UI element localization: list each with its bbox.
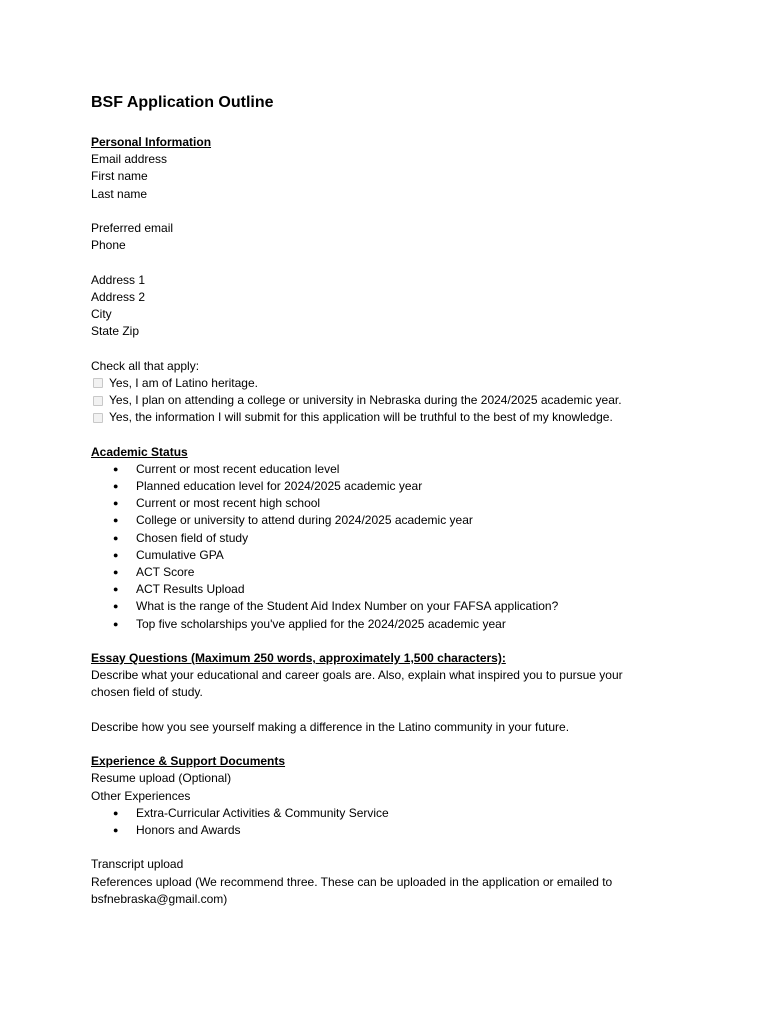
field-address-2: Address 2: [91, 289, 146, 304]
list-item: ● Honors and Awards: [91, 822, 691, 839]
field-state-zip: State Zip: [91, 324, 140, 339]
essay-questions-heading: Essay Questions (Maximum 250 words, approximately 1,500 characters):: [91, 651, 506, 666]
document-page: [91, 92, 691, 908]
field-preferred-email: Preferred email: [91, 221, 174, 235]
checkbox-label: Yes, I plan on attending a college or university in Nebraska during the 2024/2025 academic year.: [109, 393, 622, 407]
list-item: ● Planned education level for 2024/2025 academic year: [91, 478, 691, 495]
field-address-1: Address 1: [91, 272, 146, 287]
field-city: City: [91, 307, 112, 321]
other-experiences: Other Experiences: [91, 788, 191, 803]
checkbox-icon[interactable]: [93, 378, 103, 388]
personal-info-heading: Personal Information: [91, 135, 212, 149]
checkbox-row-nebraska[interactable]: [91, 392, 691, 409]
list-item: ● ACT Score: [91, 564, 691, 581]
checkbox-row-latino[interactable]: [91, 375, 691, 392]
experience-list: [91, 805, 691, 839]
checkbox-icon[interactable]: [93, 396, 103, 406]
list-item: ● Current or most recent education level: [91, 461, 691, 478]
check-prompt: Check all that apply:: [91, 358, 200, 373]
essay-question-2: Describe how you see yourself making a difference in the Latino community in your future.: [91, 719, 570, 734]
list-item: ● College or university to attend during 2024/2025 academic year: [91, 512, 691, 529]
checkbox-icon[interactable]: [93, 413, 103, 423]
list-item: ● Extra-Curricular Activities & Community Service: [91, 805, 691, 822]
field-first-name: First name: [91, 169, 148, 184]
list-item: ● What is the range of the Student Aid Index Number on your FAFSA application?: [91, 598, 691, 615]
resume-upload: Resume upload (Optional): [91, 771, 232, 786]
checkbox-label: Yes, I am of Latino heritage.: [109, 375, 258, 390]
list-item: ● Current or most recent high school: [91, 495, 691, 512]
academic-status-heading: Academic Status: [91, 444, 188, 459]
field-phone: Phone: [91, 238, 126, 253]
list-item: ● Cumulative GPA: [91, 547, 691, 564]
list-item: ● ACT Results Upload: [91, 581, 691, 598]
references-upload: References upload (We recommend three. These can be uploaded in the application or emailed to bsfnebraska@gmail.com): [91, 874, 613, 906]
checkbox-label: Yes, the information I will submit for this application will be truthful to the best of my knowledge.: [109, 410, 613, 425]
field-last-name: Last name: [91, 186, 148, 201]
field-email-address: Email address: [91, 152, 168, 167]
transcript-upload: Transcript upload: [91, 857, 184, 872]
academic-status-list: [91, 461, 691, 633]
essay-question-1: Describe what your educational and career goals are. Also, explain what inspired you to pursue your chosen field of study.: [91, 668, 623, 700]
list-item: ● Chosen field of study: [91, 530, 691, 547]
list-item: ● Top five scholarships you've applied for the 2024/2025 academic year: [91, 616, 691, 633]
document-title: BSF Application Outline: [91, 94, 274, 111]
experience-heading: Experience & Support Documents: [91, 754, 286, 769]
checkbox-row-truthful[interactable]: [91, 409, 691, 426]
